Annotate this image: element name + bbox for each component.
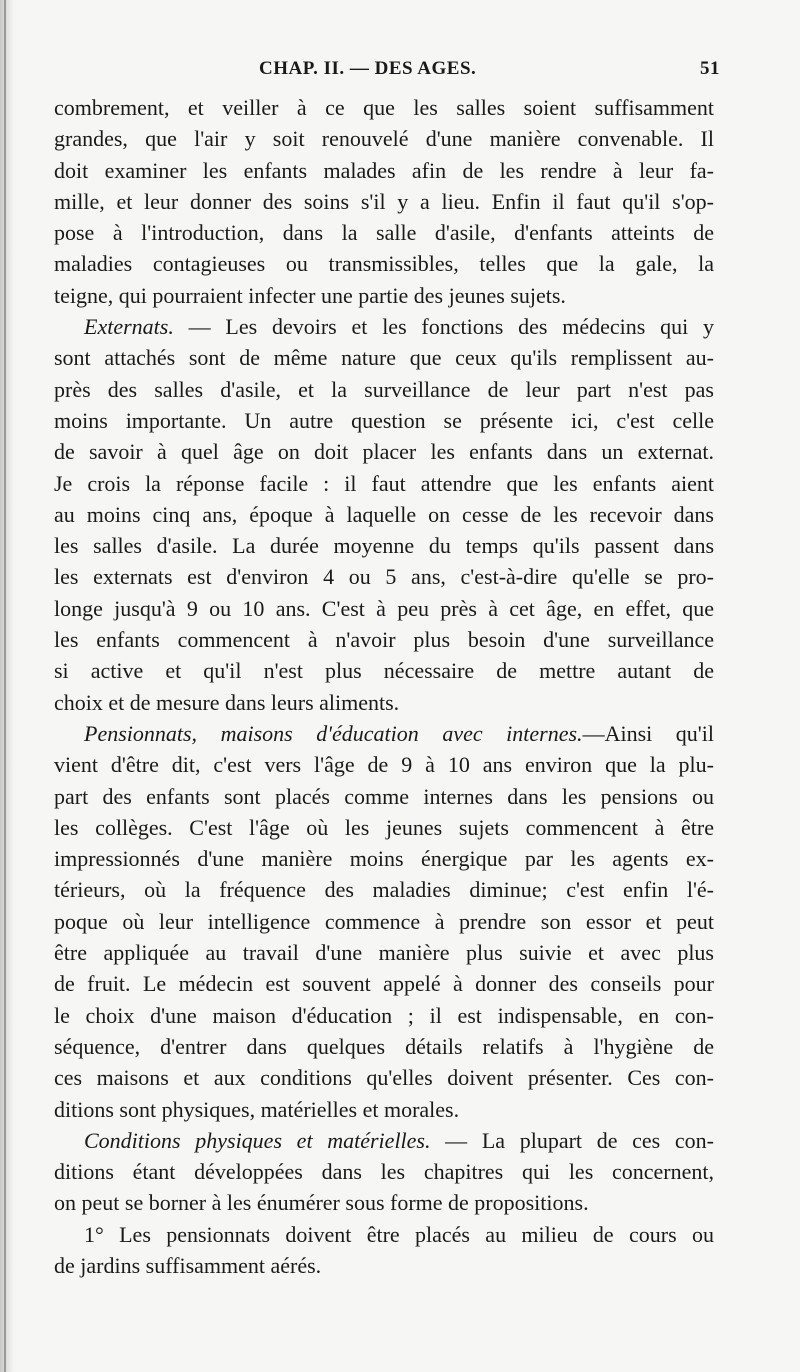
section-heading-externats: Externats. [84,314,174,340]
text-line: si active et qu'il n'est plus nécessaire de mettre autant de [54,658,714,684]
book-page [54,58,720,1281]
text-line: au moins cinq ans, époque à laquelle on cesse de les recevoir dans [54,501,714,527]
text-line: sont attachés sont de même nature que ceux qu'ils remplissent au- [54,345,714,371]
text-line: maladies contagieuses ou transmissibles, telles que la gale, la [54,251,714,277]
text-line: près des salles d'asile, et la surveillance de leur part n'est pas [54,376,714,402]
text-line: 1° Les pensionnats doivent être placés au milieu de cours ou [84,1221,714,1247]
text-line: ditions étant développées dans les chapitres qui les concernent, [54,1159,714,1185]
text-line: vient d'être dit, c'est vers l'âge de 9 à 10 ans environ que la plu- [54,752,714,778]
text-line: part des enfants sont placés comme internes dans les pensions ou [54,783,714,809]
text-line: de jardins suffisamment aérés. [54,1252,322,1278]
text-line: les externats est d'environ 4 ou 5 ans, c'est-à-dire qu'elle se pro- [54,564,714,590]
paragraph-conditions [54,1125,714,1219]
paragraph-continuation [54,92,714,311]
book-binding-edge [0,0,14,1372]
text-line: les collèges. C'est l'âge où les jeunes sujets commencent à être [54,814,714,840]
text-line: pose à l'introduction, dans la salle d'asile, d'enfants atteints de [54,220,714,246]
text-line: impressionnés d'une manière moins énergique par les agents ex- [54,846,714,872]
section-heading-conditions: Conditions physiques et matérielles. [84,1127,431,1153]
text-line: Je crois la réponse facile : il faut attendre que les enfants aient [54,470,714,496]
text-line: de fruit. Le médecin est souvent appelé à donner des conseils pour [54,971,714,997]
text-line: les salles d'asile. La durée moyenne du temps qu'ils passent dans [54,533,714,559]
text-line: être appliquée au travail d'une manière plus suivie et avec plus [54,940,714,966]
text-fragment: — Les devoirs et les fonctions des médecins qui y [173,314,714,340]
binding-shadow-line [4,0,6,1372]
text-line: doit examiner les enfants malades afin de les rendre à leur fa- [54,157,714,183]
text-line: grandes, que l'air y soit renouvelé d'une manière convenable. Il [54,126,714,152]
paragraph-item-1 [54,1219,714,1282]
text-line: teigne, qui pourraient infecter une partie des jeunes sujets. [54,282,566,308]
text-line: térieurs, où la fréquence des maladies diminue; c'est enfin l'é- [54,877,714,903]
text-line: les enfants commencent à n'avoir plus besoin d'une surveillance [54,627,714,653]
text-line: ces maisons et aux conditions qu'elles doivent présenter. Ces con- [54,1065,714,1091]
text-line: de savoir à quel âge on doit placer les enfants dans un externat. [54,439,714,465]
page-number: 51 [700,58,720,79]
text-line: longe jusqu'à 9 ou 10 ans. C'est à peu près à cet âge, en effet, que [54,595,714,621]
paragraph-pensionnats [54,718,714,1125]
text-line: on peut se borner à les énumérer sous forme de propositions. [54,1190,589,1216]
text-fragment: — La plupart de ces con- [430,1127,715,1153]
text-line [54,1125,714,1156]
text-fragment: —Ainsi qu'il [582,720,714,746]
text-line: poque où leur intelligence commence à prendre son essor et peut [54,908,714,934]
paragraph-externats [54,311,714,718]
section-heading-pensionnats: Pensionnats, maisons d'éducation avec internes. [84,720,583,746]
text-line: choix et de mesure dans leurs aliments. [54,689,400,715]
text-line: le choix d'une maison d'éducation ; il est indispensable, en con- [54,1002,714,1028]
running-header [54,58,720,92]
text-line: moins importante. Un autre question se présente ici, c'est celle [54,407,714,433]
text-line: combrement, et veiller à ce que les salles soient suffisamment [54,95,714,120]
text-line [54,718,714,749]
text-line: séquence, d'entrer dans quelques détails relatifs à l'hygiène de [54,1033,714,1059]
text-line: mille, et leur donner des soins s'il y a lieu. Enfin il faut qu'il s'op- [54,188,714,214]
text-line [54,311,714,342]
text-line: ditions sont physiques, matérielles et morales. [54,1096,460,1122]
chapter-title: CHAP. II. — DES AGES. [259,58,477,79]
